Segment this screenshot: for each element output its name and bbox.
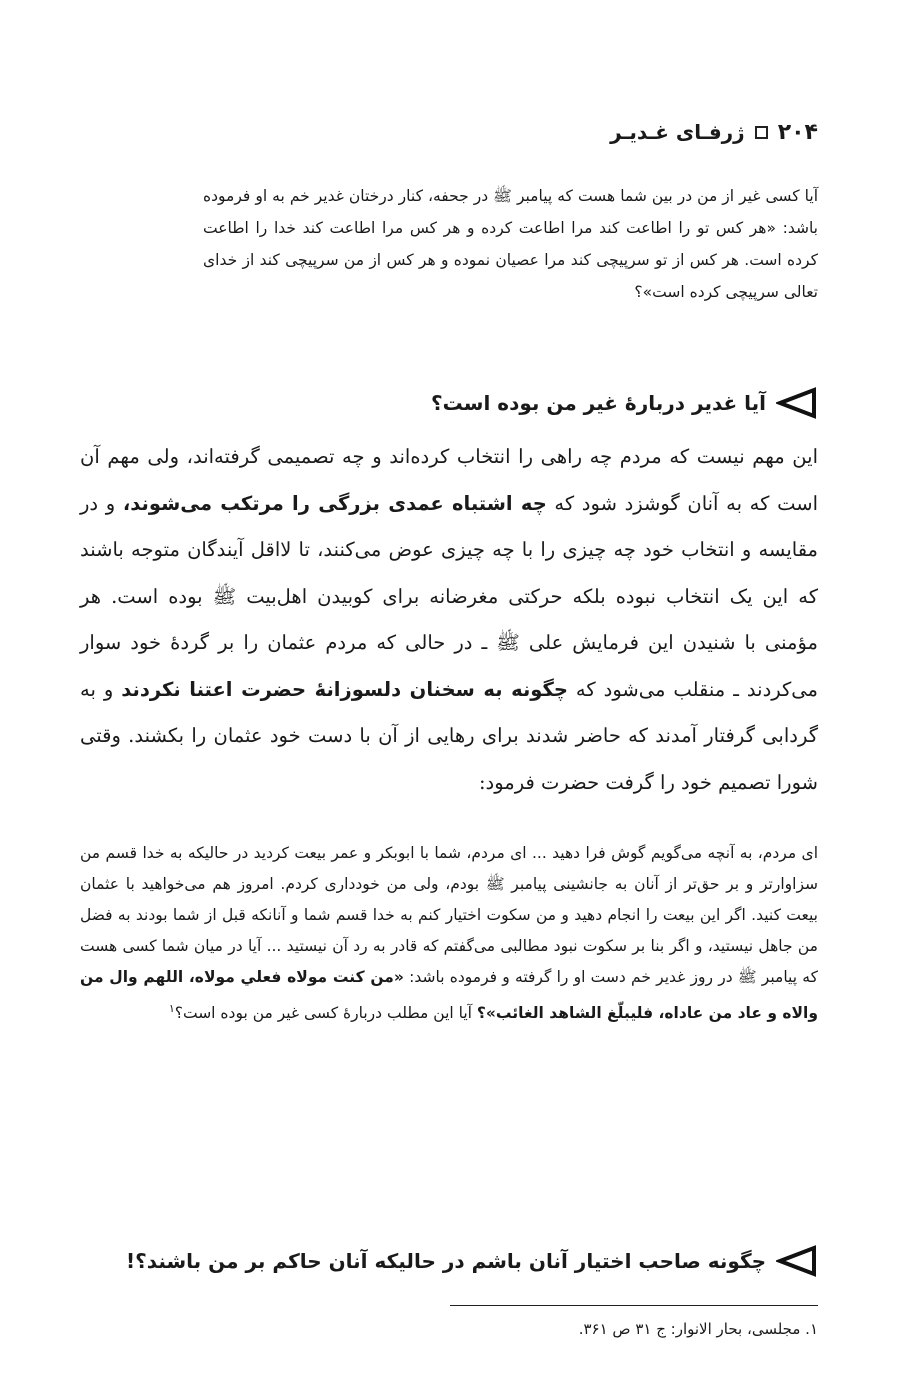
body-text-part-3: و به گردابی گرفتار آمدند که حاضر شدند برای رهایی از آن با دست خود عثمان را بکشند. وقتی شورا تصمیم خود را گرفت حضرت فرمود:: [80, 677, 818, 794]
quote2-last-line: آیا این مطلب دربارهٔ کسی غیر من بوده است؟: [174, 1004, 472, 1023]
running-header: [610, 116, 818, 148]
book-title: ژرفـای غـدیـر: [610, 120, 745, 144]
quote-paragraph-1: آیا کسی غیر از من در بین شما هست که پیامبر ﷺ در جحفه، کنار درختان غدیر خم به او فرموده باشد: «هر کس تو را اطاعت کند مرا اطاعت کرده و هر کس مرا اطاعت کند خدا را اطاعت کرده است. هر کس از تو سرپیچی کند مرا عصیان نموده و هر کس از من سرپیچی کند از خدای تعالی سرپیچی کرده است»؟: [203, 187, 818, 301]
body-bold-phrase-2: چگونه به سخنان دلسوزانهٔ حضرت اعتنا نکردند: [121, 677, 568, 701]
footnote: ۱. مجلسی، بحار الانوار: ج ۳۱ ص ۳۶۱.: [578, 1320, 818, 1338]
square-ornament-icon: [755, 126, 768, 139]
section-heading-2-text: چگونه صاحب اختیار آنان باشم در حالیکه آنان حاکم بر من باشند؟!: [126, 1249, 766, 1273]
body-bold-phrase-1: چه اشتباه عمدی بزرگی را مرتکب می‌شوند،: [122, 491, 547, 515]
body-text-part-2: و در مقایسه و انتخاب خود چه چیزی را با چه چیزی عوض می‌کنند، تا لااقل آیندگان متوجه باشند که این یک انتخاب نبوده بلکه حرکتی مغرضانه برای کوبیدن اهل‌بیت ﷺ بوده است. هر مؤمنی با شنیدن این فرمایش علی ﷺ ـ در حالی که مردم عثمان را بر گردهٔ خود سوار می‌کردند ـ منقلب می‌شود که: [80, 491, 818, 701]
quote-paragraph-2: [80, 838, 818, 1029]
left-triangle-icon: [776, 1244, 818, 1278]
footnote-marker: ۱: [168, 1002, 175, 1015]
page-number: ۲۰۴: [777, 119, 818, 145]
quote2-text: ای مردم، به آنچه می‌گویم گوش فرا دهید ... ای مردم، شما با ابوبکر و عمر بیعت کردید در حالیکه به خدا قسم من سزاوارتر و بر حق‌تر از آنان به جانشینی پیامبر ﷺ بودم، ولی من خودداری کردم. امروز هم می‌خواهید با عثمان بیعت کنید. اگر این بیعت را انجام دهید و من سکوت اختیار کنم به خدا قسم شما و آنانکه قبل از شما بودند به فضل من جاهل نیستید، و اگر بنا بر سکوت نبود مطالبی می‌گفتم که قادر به رد آن نیستید ... آیا در میان شما کسی هست که پیامبر ﷺ در روز غدیر خم دست او را گرفته و فرموده باشد:: [80, 844, 818, 986]
body-text-part-1: این مهم نیست که مردم چه راهی را انتخاب کرده‌اند و چه تصمیمی گرفته‌اند، ولی مهم آن است که به آنان گوشزد شود که: [80, 445, 818, 515]
left-triangle-icon: [776, 386, 818, 420]
body-paragraph: [80, 434, 818, 806]
section-heading-1: [431, 386, 818, 420]
section-heading-1-text: آیا غدیر دربارهٔ غیر من بوده است؟: [431, 391, 766, 415]
section-heading-2: [126, 1244, 818, 1278]
footnote-divider: [450, 1305, 818, 1306]
arabic-hadith: «من كنت مولاه فعلي مولاه، اللهم وال من والاه و عاد من عاداه، فليبلّغ الشاهد الغائب»؟: [80, 968, 818, 1023]
